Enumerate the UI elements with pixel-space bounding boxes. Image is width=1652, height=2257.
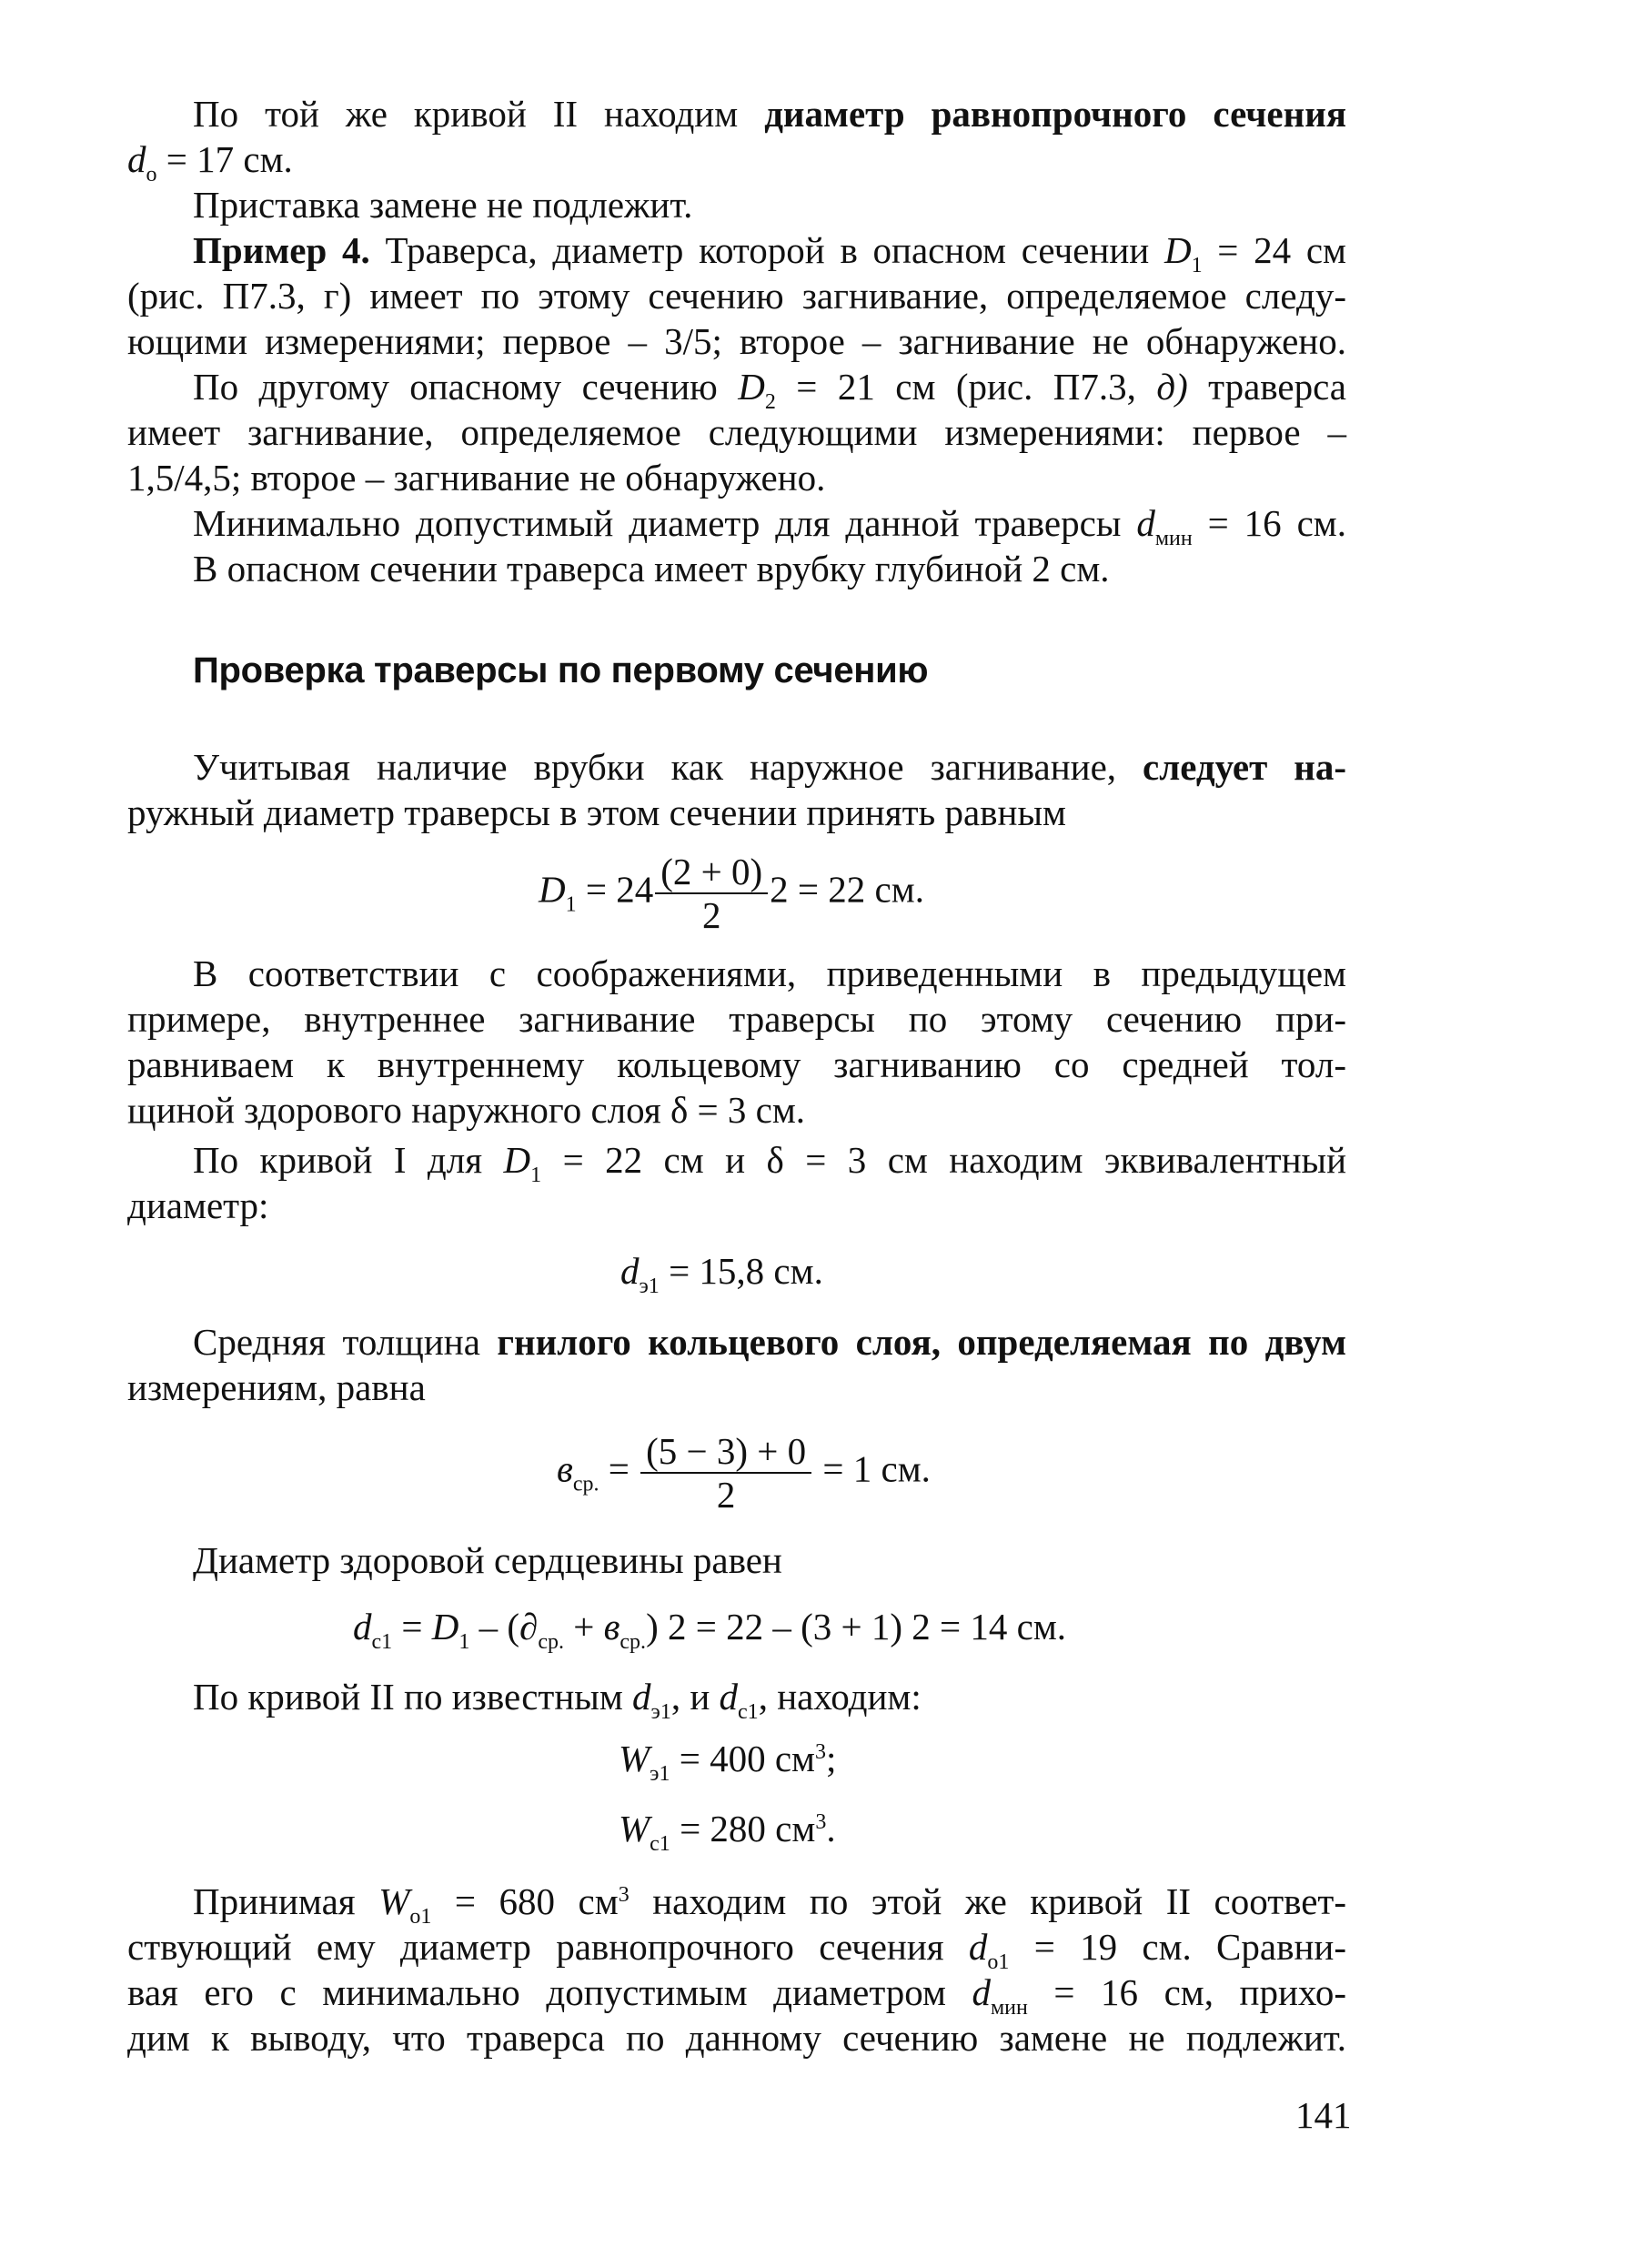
text-line <box>127 1137 1347 1187</box>
paragraph-13 <box>127 1879 1346 2061</box>
variable: W <box>378 1880 410 1922</box>
text-line <box>127 500 1347 550</box>
formula-d1 <box>539 851 924 936</box>
formula-vsr <box>557 1430 931 1516</box>
fraction-numerator: (5 − 3) + 0 <box>640 1430 811 1474</box>
text-run: По кривой II по известным <box>193 1676 633 1718</box>
text-line: имеет загнивание, определяемое следующими измерениями: первое – <box>127 411 1346 453</box>
paragraph-example-4 <box>127 227 1346 364</box>
variable: d <box>620 1250 640 1292</box>
section-heading: Проверка траверсы по первому сечению <box>193 650 929 690</box>
variable: D <box>431 1606 459 1647</box>
text-run: траверса <box>1187 366 1347 408</box>
page-number: 141 <box>1295 2094 1352 2136</box>
text-run: . <box>826 1808 836 1849</box>
text-run: По кривой I для <box>193 1139 504 1181</box>
text-run: ; <box>825 1738 837 1779</box>
variable: в <box>603 1606 620 1647</box>
subscript: э1 <box>639 1275 660 1298</box>
paragraph-8 <box>127 951 1346 1133</box>
text-run: , и <box>670 1676 720 1718</box>
example-label: Пример 4. <box>193 229 370 271</box>
subscript: с1 <box>650 1832 670 1856</box>
text-run: = 280 см <box>670 1808 816 1849</box>
text-line: измерениям, равна <box>127 1366 426 1408</box>
text-line: ющими измерениями; первое – 3/5; второе – загнивание не обнаружено. <box>127 320 1346 362</box>
subscript: 1 <box>458 1630 470 1654</box>
fraction <box>655 851 768 936</box>
text-line: Приставка замене не подлежит. <box>193 184 693 226</box>
fraction-denominator: 2 <box>716 1474 736 1516</box>
text-run: = 680 см <box>431 1880 619 1922</box>
bold-text: следует на- <box>1143 746 1347 788</box>
variable: D <box>503 1139 531 1181</box>
variable: W <box>619 1808 650 1849</box>
subscript: 1 <box>565 892 577 917</box>
variable: d <box>632 1676 651 1718</box>
paragraph-10 <box>127 1319 1346 1410</box>
formula-wc1 <box>619 1806 836 1856</box>
subscript: мин <box>1154 527 1193 550</box>
text-line: примере, внутреннее загнивание траверсы по этому сечению при- <box>127 998 1346 1040</box>
superscript: 3 <box>618 1883 630 1907</box>
text-line <box>127 227 1347 277</box>
paragraph-5 <box>127 500 1347 550</box>
text-line <box>127 1319 1346 1365</box>
variable: D <box>1163 229 1192 271</box>
variable: d <box>719 1676 739 1718</box>
text-run: Траверса, диаметр которой в опасном сечении <box>369 229 1164 271</box>
bold-text: диаметр равнопрочного сечения <box>764 93 1346 135</box>
text-run: = 24 <box>576 868 654 911</box>
text-line <box>127 744 1346 790</box>
text-run: = 16 см, прихо- <box>1027 1971 1346 2013</box>
paragraph-6 <box>127 546 1346 591</box>
text-line <box>127 1970 1346 2020</box>
text-line: Диаметр здоровой сердцевины равен <box>193 1539 782 1581</box>
variable: d <box>353 1606 372 1647</box>
paragraph-11 <box>127 1537 1346 1583</box>
text-run: = 400 см <box>670 1738 815 1779</box>
text-line: В опасном сечении траверса имеет врубку глубиной 2 см. <box>193 548 1110 589</box>
text-line: ружный диаметр траверсы в этом сечении принять равным <box>127 791 1066 833</box>
formula-we1 <box>619 1736 837 1786</box>
text-line <box>127 1879 1347 1929</box>
fraction <box>640 1430 811 1516</box>
text-run: – ( <box>469 1606 520 1647</box>
variable: W <box>619 1738 650 1779</box>
text-run: находим по этой же кривой II соответ- <box>629 1880 1347 1922</box>
text-run: вая его с минимально допустимым диаметром <box>127 1971 972 2013</box>
text-run: + <box>563 1606 604 1647</box>
text-run: = 16 см. <box>1192 502 1347 544</box>
text-run: = 22 см и δ = 3 см находим эквивалентный <box>541 1139 1347 1181</box>
text-run: = <box>599 1447 640 1490</box>
text-line: диаметр: <box>127 1184 269 1226</box>
text-line: равниваем к внутреннему кольцевому загниванию со средней тол- <box>127 1043 1346 1085</box>
text-run: = 17 см. <box>156 138 293 180</box>
subscript: 2 <box>764 390 776 414</box>
bold-text: гнилого кольцевого <box>497 1321 856 1363</box>
superscript: 3 <box>814 1740 826 1764</box>
formula-de1 <box>620 1248 823 1298</box>
text-line <box>127 1924 1346 1974</box>
subscript: о <box>146 163 157 186</box>
variable: D <box>539 868 566 911</box>
subscript: э1 <box>650 1700 671 1724</box>
subscript: э1 <box>650 1762 670 1786</box>
text-run: = 1 см. <box>813 1447 931 1490</box>
subscript: ср. <box>620 1630 647 1654</box>
paragraph-4 <box>127 364 1346 500</box>
text-run: ) 2 = 22 – (3 + 1) 2 = 14 см. <box>646 1606 1067 1647</box>
variable: d <box>968 1926 988 1968</box>
text-run: Учитывая наличие врубки как наружное загнивание, <box>193 746 1143 788</box>
text-line <box>127 1674 1346 1724</box>
text-run: = 21 см (рис. П7.3, <box>775 366 1157 408</box>
text-run: = 15,8 см. <box>659 1250 823 1292</box>
variable: D <box>738 366 765 408</box>
text-line: дим к выводу, что траверса по данному сечению замене не подлежит. <box>127 2017 1346 2059</box>
variable: d <box>127 138 146 180</box>
text-run: ствующий ему диаметр равнопрочного сечения <box>127 1926 969 1968</box>
superscript: 3 <box>815 1810 827 1834</box>
text-run: = <box>392 1606 432 1647</box>
text-run: По другому опасному сечению <box>193 366 739 408</box>
variable: ∂ <box>519 1606 539 1647</box>
text-run: = 19 см. Сравни- <box>1009 1926 1346 1968</box>
text-line <box>127 91 1346 136</box>
subscript: с1 <box>738 1700 759 1724</box>
text-run: Минимально допустимый диаметр для данной траверсы <box>193 502 1137 544</box>
variable: d <box>1136 502 1155 544</box>
subscript: ср. <box>538 1630 564 1654</box>
text-run: Принимая <box>193 1880 379 1922</box>
text-run: 2 = 22 см. <box>770 868 924 911</box>
subscript: о1 <box>987 1950 1010 1974</box>
paragraph-12 <box>127 1674 1346 1724</box>
paragraph-1 <box>127 91 1346 186</box>
text-run: = 24 см <box>1202 229 1347 271</box>
subscript: о1 <box>409 1905 432 1929</box>
text-line: В соответствии с соображениями, приведенными в предыдущем <box>193 952 1346 994</box>
subscript: 1 <box>1191 254 1203 277</box>
formula-dc1 <box>353 1604 1067 1654</box>
italic-text: д) <box>1156 366 1188 408</box>
variable: в <box>557 1447 573 1490</box>
variable: d <box>972 1971 991 2013</box>
text-line: 1,5/4,5; второе – загнивание не обнаружено. <box>127 457 826 499</box>
text-line <box>127 136 1346 186</box>
text-run: , находим: <box>758 1676 922 1718</box>
subscript: мин <box>990 1996 1028 2020</box>
text-line: щиной здорового наружного слоя δ = 3 см. <box>127 1089 806 1131</box>
paragraph-7 <box>127 744 1346 835</box>
text-run: По той же кривой II находим <box>193 93 765 135</box>
subscript: 1 <box>530 1164 542 1187</box>
bold-text: слоя, определяемая по двум <box>855 1321 1347 1363</box>
fraction-numerator: (2 + 0) <box>655 851 768 894</box>
fraction-denominator: 2 <box>701 894 721 936</box>
text-line <box>127 364 1347 414</box>
paragraph-2 <box>127 182 1346 227</box>
subscript: ср. <box>572 1472 599 1496</box>
text-run: Средняя толщина <box>193 1321 498 1363</box>
text-line: (рис. П7.3, г) имеет по этому сечению загнивание, определяемое следу- <box>127 275 1346 317</box>
paragraph-9 <box>127 1137 1346 1228</box>
subscript: с1 <box>371 1630 393 1654</box>
